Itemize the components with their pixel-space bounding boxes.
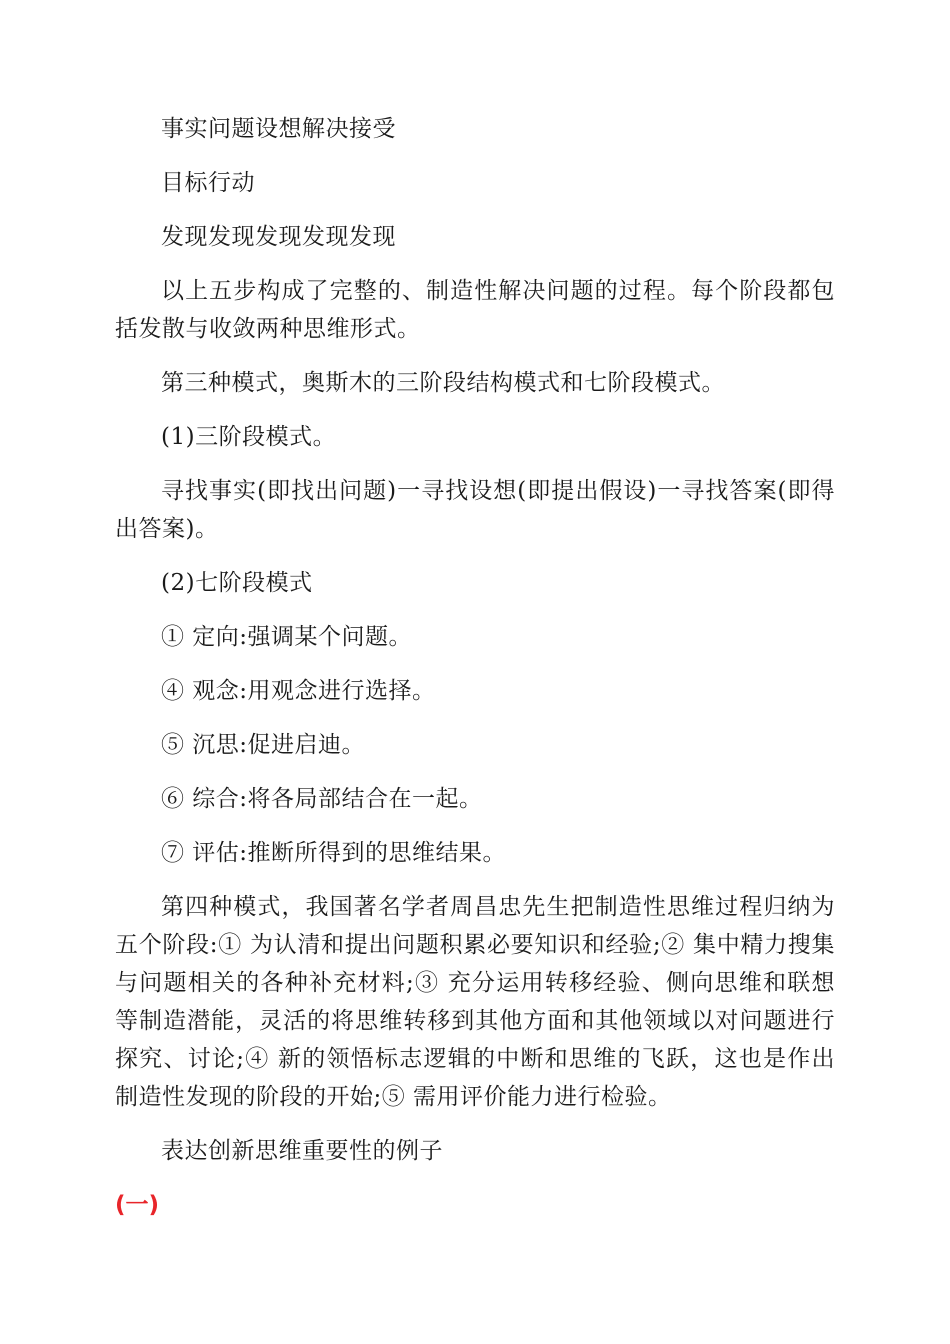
paragraph-third-model: 第三种模式，奥斯木的三阶段结构模式和七阶段模式。	[161, 370, 725, 396]
paragraph-flow-row-2: 目标行动	[161, 170, 255, 196]
paragraph-fourth-model: 第四种模式，我国著名学者周昌忠先生把制造性思维过程归纳为五个阶段:① 为认清和提出问题积累必要知识和经验;② 集中精力搜集与问题相关的各种补充材料;③ 充分运用转移经验、侧向思维和联想等制造潜能，灵活的将思维转移到其他方面和其他领域以对问题进行探究、讨论;④ 新的领悟标志逻辑的中断和思维的飞跃，这也是作出制造性发现的阶段的开始;⑤ 需用评价能力进行检验。	[115, 894, 835, 1110]
list-item-synthesis: ⑥ 综合:将各局部结合在一起。	[161, 786, 483, 812]
section-heading: (一)	[115, 1192, 160, 1218]
list-item-contemplation: ⑤ 沉思:促进启迪。	[161, 732, 366, 758]
list-item-evaluation: ⑦ 评估:推断所得到的思维结果。	[161, 840, 507, 866]
paragraph-three-stage-title: (1)三阶段模式。	[161, 424, 337, 450]
document-body	[115, 110, 835, 1224]
paragraph-flow-row-1: 事实问题设想解决接受	[161, 116, 396, 142]
list-item-orientation: ① 定向:强调某个问题。	[161, 624, 413, 650]
list-item-concept: ④ 观念:用观念进行选择。	[161, 678, 436, 704]
paragraph-five-steps-summary: 以上五步构成了完整的、制造性解决问题的过程。每个阶段都包括发散与收敛两种思维形式。	[115, 278, 835, 342]
paragraph-examples-title: 表达创新思维重要性的例子	[161, 1138, 443, 1164]
paragraph-seven-stage-title: (2)七阶段模式	[161, 570, 313, 596]
paragraph-flow-row-3: 发现发现发现发现发现	[161, 224, 396, 250]
paragraph-three-stage-content: 寻找事实(即找出问题)一寻找设想(即提出假设)一寻找答案(即得出答案)。	[115, 478, 835, 542]
